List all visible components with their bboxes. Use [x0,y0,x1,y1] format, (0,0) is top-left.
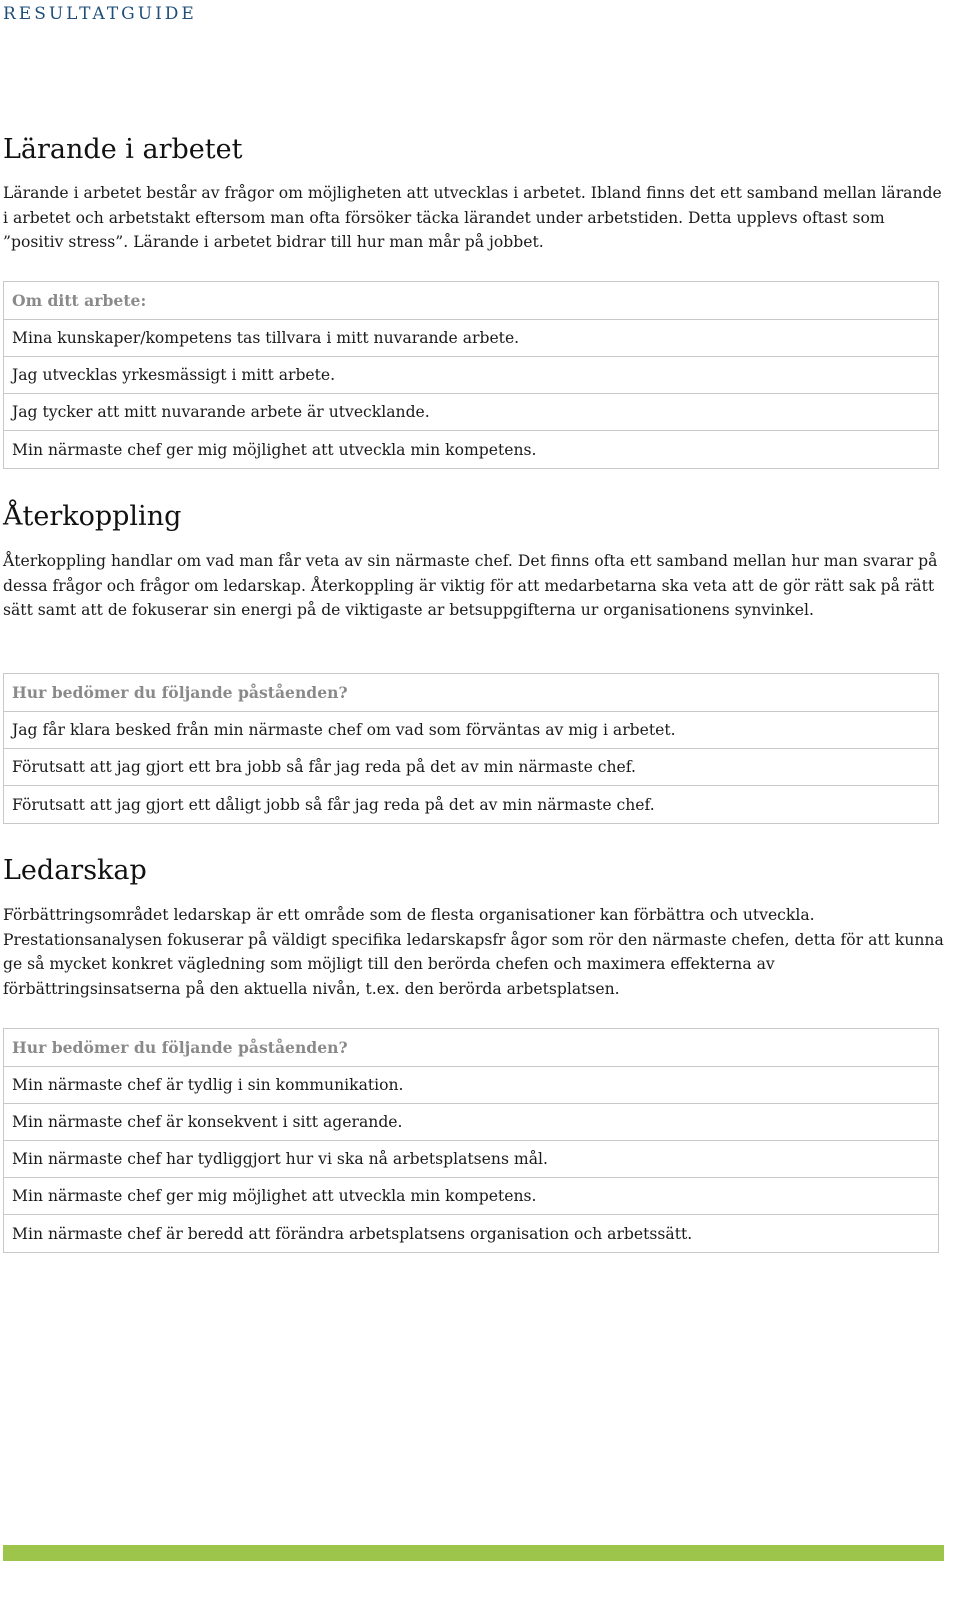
question-table-larande [3,281,939,469]
table-heading: Om ditt arbete: [4,282,938,320]
section-heading: Lärande i arbetet [3,134,243,165]
section-heading: Ledarskap [3,855,147,886]
footer-bar [3,1545,944,1561]
table-row: Förutsatt att jag gjort ett dåligt jobb så får jag reda på det av min närmaste chef. [12,795,655,814]
table-heading: Hur bedömer du följande påståenden? [4,674,938,712]
table-row: Min närmaste chef ger mig möjlighet att utveckla min kompetens. [4,1178,938,1215]
table-row: Jag tycker att mitt nuvarande arbete är utvecklande. [4,394,938,431]
table-row: Min närmaste chef har tydliggjort hur vi ska nå arbetsplatsens mål. [4,1141,938,1178]
section-intro: Återkoppling handlar om vad man får veta av sin närmaste chef. Det finns ofta ett samband mellan hur man svarar på dessa frågor och frågor om ledarskap. Återkoppling är viktig för att medarbetarna ska veta att de gör rätt sak på rätt sätt samt att de fokuserar sin energi på de viktigaste ar betsuppgifterna ur organisationens synvinkel. [3,552,938,619]
question-table-aterkoppling [3,673,939,824]
section-larande-intro-wrap [3,181,947,255]
table-row: Mina kunskaper/kompetens tas tillvara i mitt nuvarande arbete. [4,320,938,357]
document-header: RESULTATGUIDE [3,4,197,24]
section-intro: Förbättringsområdet ledarskap är ett område som de flesta organisationer kan förbättra och utveckla. Prestationsanalysen fokuserar på väldigt specifika ledarskapsfr ågor som rör den närmaste chefen, detta för att kunna ge så mycket konkret vägledning som möjligt till den berörda chefen och maximera effekterna av förbättringsinsatserna på den aktuella nivån, t.ex. den berörda arbetsplatsen. [3,906,944,998]
table-heading: Hur bedömer du följande påståenden? [4,1029,938,1067]
table-row: Jag får klara besked från min närmaste chef om vad som förväntas av mig i arbetet. [4,712,938,749]
section-ledarskap [3,855,947,886]
table-row: Min närmaste chef är tydlig i sin kommunikation. [4,1067,938,1104]
table-row: Förutsatt att jag gjort ett bra jobb så får jag reda på det av min närmaste chef. [4,749,938,786]
section-heading: Återkoppling [3,501,182,532]
section-intro: Lärande i arbetet består av frågor om möjligheten att utvecklas i arbetet. Ibland finns det ett samband mellan lärande i arbetet och arbetstakt eftersom man ofta försöker täcka lärandet under arbetstiden. Detta upplevs oftast som ”positiv stress”. Lärande i arbetet bidrar till hur man mår på jobbet. [3,184,942,251]
table-row: Min närmaste chef är beredd att förändra arbetsplatsens organisation och arbetssätt. [12,1224,693,1243]
section-ledarskap-intro-wrap [3,903,947,1001]
table-row: Jag utvecklas yrkesmässigt i mitt arbete. [4,357,938,394]
section-aterkoppling [3,501,947,532]
table-row: Min närmaste chef ger mig möjlighet att utveckla min kompetens. [12,440,537,459]
section-aterkoppling-intro-wrap [3,549,947,623]
question-table-ledarskap [3,1028,939,1253]
section-larande [3,134,947,165]
table-row: Min närmaste chef är konsekvent i sitt agerande. [4,1104,938,1141]
